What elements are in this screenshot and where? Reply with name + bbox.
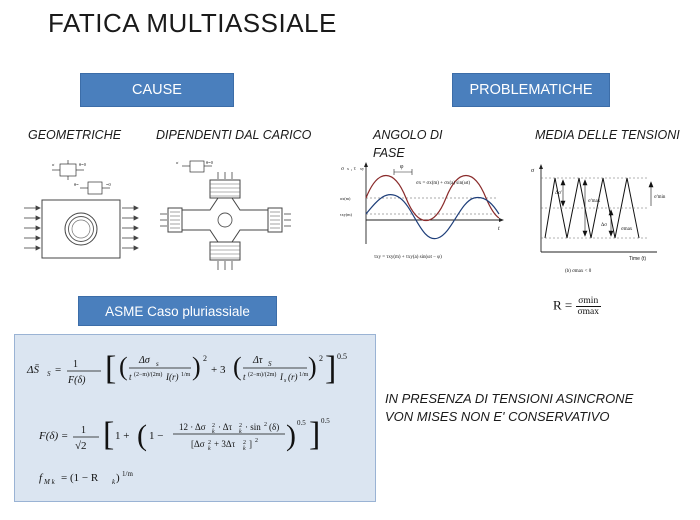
svg-text:12 · Δσ: 12 · Δσ (179, 422, 206, 432)
svg-text:I(r): I(r) (166, 372, 179, 382)
svg-text:t: t (498, 226, 500, 232)
svg-text:Time (t): Time (t) (629, 256, 647, 262)
svg-text:(: ( (137, 419, 147, 452)
svg-text:M k: M k (44, 478, 55, 486)
ratio-denominator: σmax (577, 307, 599, 317)
svg-text:+ 3Δτ: + 3Δτ (214, 439, 236, 449)
svg-text:xy: xy (360, 166, 364, 171)
banner-asme-label: ASME Caso pluriassiale (105, 303, 250, 319)
svg-text:σ: σ (531, 168, 535, 174)
svg-text:(: ( (233, 352, 242, 381)
svg-text:· Δτ: · Δτ (218, 422, 233, 432)
svg-text:2: 2 (319, 354, 323, 363)
figure-phase-angle-chart (338, 158, 510, 280)
svg-text:s: s (284, 378, 287, 384)
svg-text:[: [ (105, 350, 117, 387)
svg-text:]: ] (249, 439, 252, 449)
svg-text:0.5: 0.5 (321, 417, 330, 425)
svg-text:=: = (55, 364, 62, 376)
svg-text:2: 2 (212, 423, 215, 429)
svg-text:): ) (308, 352, 317, 381)
svg-text:2: 2 (208, 440, 211, 446)
svg-text:I: I (280, 372, 283, 382)
svg-text:x: x (347, 166, 349, 171)
svg-text:σ'max: σ'max (588, 199, 601, 204)
svg-text:, τ: , τ (351, 166, 356, 172)
svg-text:φ: φ (400, 164, 404, 170)
svg-text:1/m: 1/m (122, 470, 133, 478)
figure-mean-stress-chart (525, 160, 675, 280)
page-title: FATICA MULTIASSIALE (48, 8, 337, 38)
svg-text:√2: √2 (75, 440, 87, 452)
svg-text:t: t (243, 372, 246, 382)
banner-asme (78, 296, 277, 326)
svg-text:Δσ: Δσ (601, 223, 607, 228)
subhead-angolo: ANGOLO DI FASE (373, 128, 443, 160)
svg-text:(r): (r) (288, 372, 298, 382)
svg-text:1: 1 (81, 425, 86, 436)
note-asincrone: IN PRESENZA DI TENSIONI ASINCRONE VON MISES NON E' CONSERVATIVO (385, 391, 634, 424)
svg-text:2: 2 (264, 422, 267, 428)
subhead-geometriche: GEOMETRICHE (28, 128, 122, 142)
banner-cause-label: CAUSE (132, 82, 182, 98)
svg-text:1/m: 1/m (299, 372, 309, 378)
banner-cause (80, 73, 234, 107)
svg-text:0.5: 0.5 (337, 352, 347, 361)
svg-text:Δσ: Δσ (139, 355, 150, 366)
ratio-numerator: σmin (576, 296, 601, 307)
svg-text:S: S (268, 360, 272, 368)
svg-text:]: ] (325, 350, 337, 387)
svg-text:θ=0: θ=0 (79, 162, 86, 167)
svg-text:σmax: σmax (621, 227, 633, 232)
svg-text:1/m: 1/m (181, 372, 191, 378)
svg-text:2: 2 (239, 423, 242, 429)
subhead-media: MEDIA DELLE TENSIONI (535, 128, 680, 142)
svg-text:F(δ): F(δ) (68, 375, 86, 386)
svg-text:k: k (208, 446, 211, 452)
svg-text:k: k (243, 446, 246, 452)
ratio-lhs: R = (553, 297, 573, 313)
svg-text:1 −: 1 − (149, 430, 164, 442)
svg-text:s: s (156, 360, 159, 368)
svg-text:F(δ) =: F(δ) = (39, 430, 69, 442)
svg-text:2: 2 (203, 354, 207, 363)
svg-text:k: k (239, 429, 242, 435)
svg-text:2: 2 (243, 440, 246, 446)
svg-text:ΔS̄: ΔS̄ (27, 364, 39, 376)
ratio-fraction (576, 296, 601, 317)
figure-load-dependent (160, 158, 292, 276)
svg-text:[: [ (103, 416, 115, 453)
svg-text:0.5: 0.5 (297, 419, 306, 427)
svg-text:t: t (129, 372, 132, 382)
svg-text:]: ] (309, 416, 321, 453)
svg-text:k: k (112, 478, 116, 486)
figure-geometry (22, 160, 144, 270)
svg-text:τxy(m): τxy(m) (340, 212, 352, 217)
svg-text:2: 2 (255, 438, 258, 444)
svg-text:): ) (192, 352, 201, 381)
svg-text:): ) (286, 419, 296, 452)
svg-text:(δ): (δ) (269, 422, 280, 432)
svg-text:): ) (116, 472, 120, 484)
svg-text:σ'min: σ'min (654, 195, 666, 200)
subhead-dipendenti: DIPENDENTI DAL CARICO (156, 128, 312, 142)
asme-formula-svg (15, 335, 375, 501)
svg-text:θ=: θ= (74, 182, 79, 187)
svg-text:1: 1 (73, 359, 78, 370)
svg-text:σ: σ (176, 160, 179, 165)
banner-problematiche (452, 73, 610, 107)
svg-text:σ: σ (341, 166, 344, 172)
svg-text:τxy = τxy(m) + τxy(a) sin(ωt −: τxy = τxy(m) + τxy(a) sin(ωt − φ) (374, 255, 442, 260)
ratio-equation (553, 296, 601, 317)
svg-text:· sin: · sin (245, 422, 261, 432)
banner-problematiche-label: PROBLEMATICHE (469, 82, 593, 98)
svg-text:(2−m)/(2m): (2−m)/(2m) (248, 372, 277, 378)
svg-text:Δσ': Δσ' (555, 191, 562, 196)
svg-text:θ=0: θ=0 (206, 160, 213, 165)
svg-text:+ 3: + 3 (211, 364, 226, 376)
svg-text:(2−m)/(2m): (2−m)/(2m) (134, 372, 163, 378)
svg-text:(: ( (119, 352, 128, 381)
svg-text:[Δσ: [Δσ (191, 439, 205, 449)
svg-text:(b) σmax < 0: (b) σmax < 0 (565, 269, 592, 274)
svg-text:S: S (47, 370, 51, 378)
asme-formula-box (14, 334, 376, 502)
svg-text:σ: σ (52, 162, 55, 167)
svg-text:f: f (39, 472, 43, 484)
svg-text:Δτ: Δτ (253, 355, 263, 366)
svg-text:= (1 − R: = (1 − R (61, 472, 99, 484)
svg-text:σx = σx(m) + σx(a) sin(ωt): σx = σx(m) + σx(a) sin(ωt) (416, 181, 471, 186)
svg-text:=0: =0 (106, 182, 111, 187)
svg-text:1 +: 1 + (115, 430, 130, 442)
svg-text:σx(m): σx(m) (340, 196, 351, 201)
svg-text:k: k (212, 429, 215, 435)
